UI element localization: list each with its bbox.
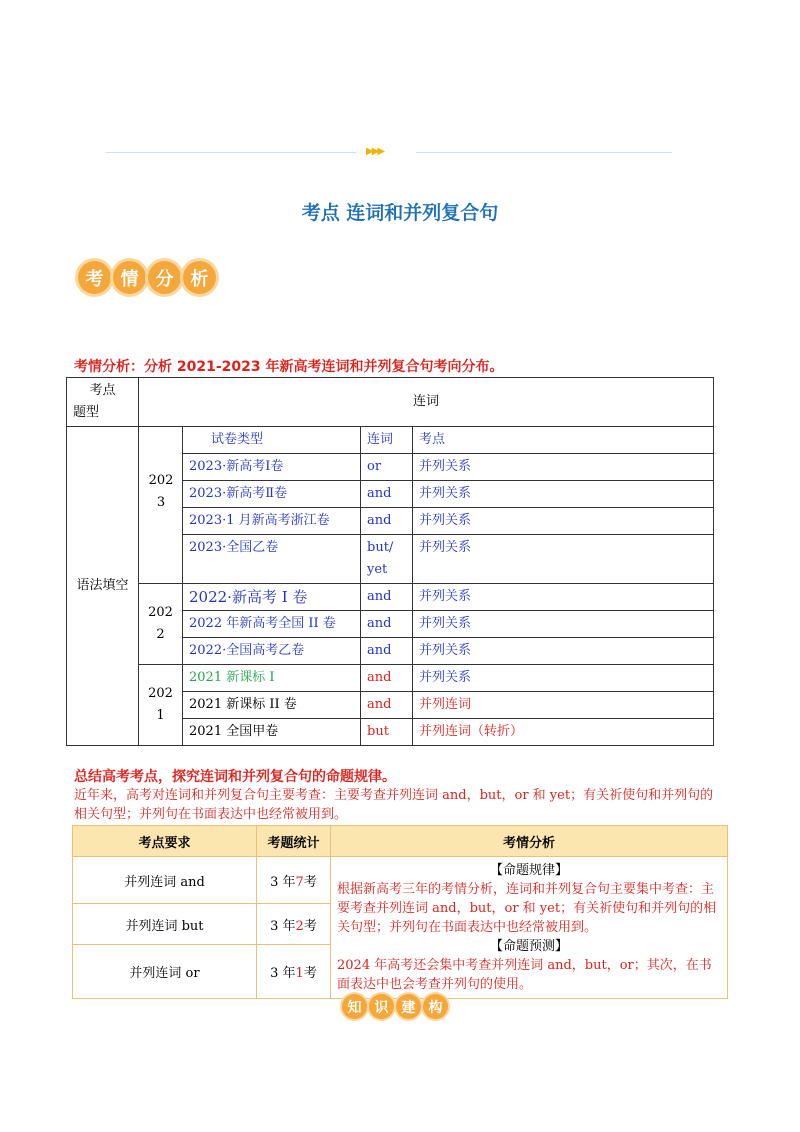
stat-prefix: 3 年	[270, 966, 296, 982]
corner-top: 考点	[89, 383, 116, 398]
table-cell: 并列关系	[413, 665, 714, 692]
year-part: 1	[156, 708, 165, 723]
table-cell: and	[361, 481, 413, 508]
table-cell: 并列关系	[413, 638, 714, 665]
header-divider-right	[416, 152, 672, 153]
stat-number: 7	[295, 874, 304, 890]
table-cell: 2022·新高考 I 卷	[183, 584, 361, 611]
exam-distribution-table	[66, 377, 714, 746]
year-part: 202	[148, 686, 173, 701]
year-part: 202	[148, 605, 173, 620]
sub-header-word: 连词	[361, 427, 413, 454]
header-analysis: 考情分析	[331, 826, 728, 857]
arrow-icon: ▶▶▶	[366, 146, 384, 157]
badge-char: 识	[369, 994, 394, 1019]
section-badge-analysis	[78, 261, 216, 294]
section2-paragraph: 近年来，高考对连词和并列复合句主要考查：主要考查并列连词 and，but，or 和 yet；有关祈使句和并列句的相关句型；并列句在书面表达中也经常被用到。	[74, 788, 714, 822]
table-cell: and	[361, 638, 413, 665]
stat-number: 1	[295, 966, 304, 982]
section2-heading: 总结高考考点，探究连词和并列复合句的命题规律。	[74, 769, 396, 785]
table-cell: 2023·新高考Ⅱ卷	[183, 481, 361, 508]
stat-suffix: 考	[303, 966, 317, 982]
table-cell: and	[361, 692, 413, 719]
year-cell	[139, 584, 183, 665]
predict-title: 【命题预测】	[489, 939, 568, 954]
section1-heading: 考情分析：分析 2021-2023 年新高考连词和并列复合句考向分布。	[74, 359, 504, 375]
table-cell: 并列关系	[413, 508, 714, 535]
rule-text: 根据新高考三年的考情分析，连词和并列复合句主要集中考查：主要考查并列连词 and，but，or 和 yet；有关祈使句和并列句的相关句型；并列句在书面表达中也经常被用到。	[337, 882, 717, 935]
table-cell: 并列连词（转折）	[413, 719, 714, 746]
header-statistics: 考题统计	[257, 826, 331, 857]
stat-number: 2	[295, 918, 304, 934]
stat-suffix: 考	[303, 874, 317, 890]
statistics-cell	[257, 857, 331, 904]
table-cell: 并列关系	[413, 611, 714, 638]
summary-table	[72, 825, 728, 999]
table-cell: and	[361, 611, 413, 638]
word-line: yet	[367, 562, 388, 577]
badge-char: 知	[342, 994, 367, 1019]
badge-char: 析	[183, 261, 216, 294]
badge-char: 建	[396, 994, 421, 1019]
year-part: 3	[156, 495, 166, 510]
corner-bottom: 题型	[73, 405, 100, 420]
table-cell: but	[361, 719, 413, 746]
requirement-cell: 并列连词 or	[73, 945, 257, 999]
badge-char: 情	[113, 261, 146, 294]
header-divider-left	[106, 152, 356, 153]
table-cell: and	[361, 508, 413, 535]
statistics-cell	[257, 945, 331, 999]
badge-char: 构	[423, 994, 448, 1019]
table-cell: 并列关系	[413, 584, 714, 611]
year-cell-2023	[140, 470, 182, 514]
predict-text: 2024 年高考还会集中考查并列连词 and，but，or；其次，在书面表达中也会考查并列句的使用。	[337, 958, 712, 992]
table-cell: 2023·新高考Ⅰ卷	[183, 454, 361, 481]
table-cell: 并列关系	[413, 535, 714, 584]
header-requirement: 考点要求	[73, 826, 257, 857]
table-cell: or	[361, 454, 413, 481]
badge-char: 考	[78, 261, 111, 294]
table-cell: 2022·全国高考乙卷	[183, 638, 361, 665]
table-cell	[361, 535, 413, 584]
stat-prefix: 3 年	[270, 918, 296, 934]
table-cell: 2021 全国甲卷	[183, 719, 361, 746]
stat-prefix: 3 年	[270, 874, 296, 890]
year-part: 202	[148, 473, 174, 488]
row-label: 语法填空	[67, 427, 139, 746]
table-cell: and	[361, 665, 413, 692]
column-header: 连词	[139, 378, 714, 427]
table-cell: 2023·全国乙卷	[183, 535, 361, 584]
table-cell: and	[361, 584, 413, 611]
table-cell: 并列关系	[413, 481, 714, 508]
year-part: 2	[156, 627, 165, 642]
table-cell: 并列关系	[413, 454, 714, 481]
year-cell	[139, 665, 183, 746]
badge-char: 分	[148, 261, 181, 294]
requirement-cell: 并列连词 and	[73, 857, 257, 904]
analysis-cell	[331, 857, 728, 999]
table-cell: 2021 新课标 I	[183, 665, 361, 692]
table-cell: 2023·1 月新高考浙江卷	[183, 508, 361, 535]
stat-suffix: 考	[303, 918, 317, 934]
corner-cell	[67, 378, 139, 427]
rule-title: 【命题规律】	[489, 863, 568, 878]
table-cell: 2021 新课标 II 卷	[183, 692, 361, 719]
sub-header-point: 考点	[413, 427, 714, 454]
table-cell: 并列连词	[413, 692, 714, 719]
page-title: 考点 连词和并列复合句	[301, 202, 499, 224]
section-badge-knowledge	[342, 994, 448, 1019]
sub-header-paper: 试卷类型	[183, 427, 361, 454]
table-cell: 2022 年新高考全国 II 卷	[183, 611, 361, 638]
requirement-cell: 并列连词 but	[73, 904, 257, 945]
word-line: but/	[367, 540, 394, 555]
statistics-cell	[257, 904, 331, 945]
